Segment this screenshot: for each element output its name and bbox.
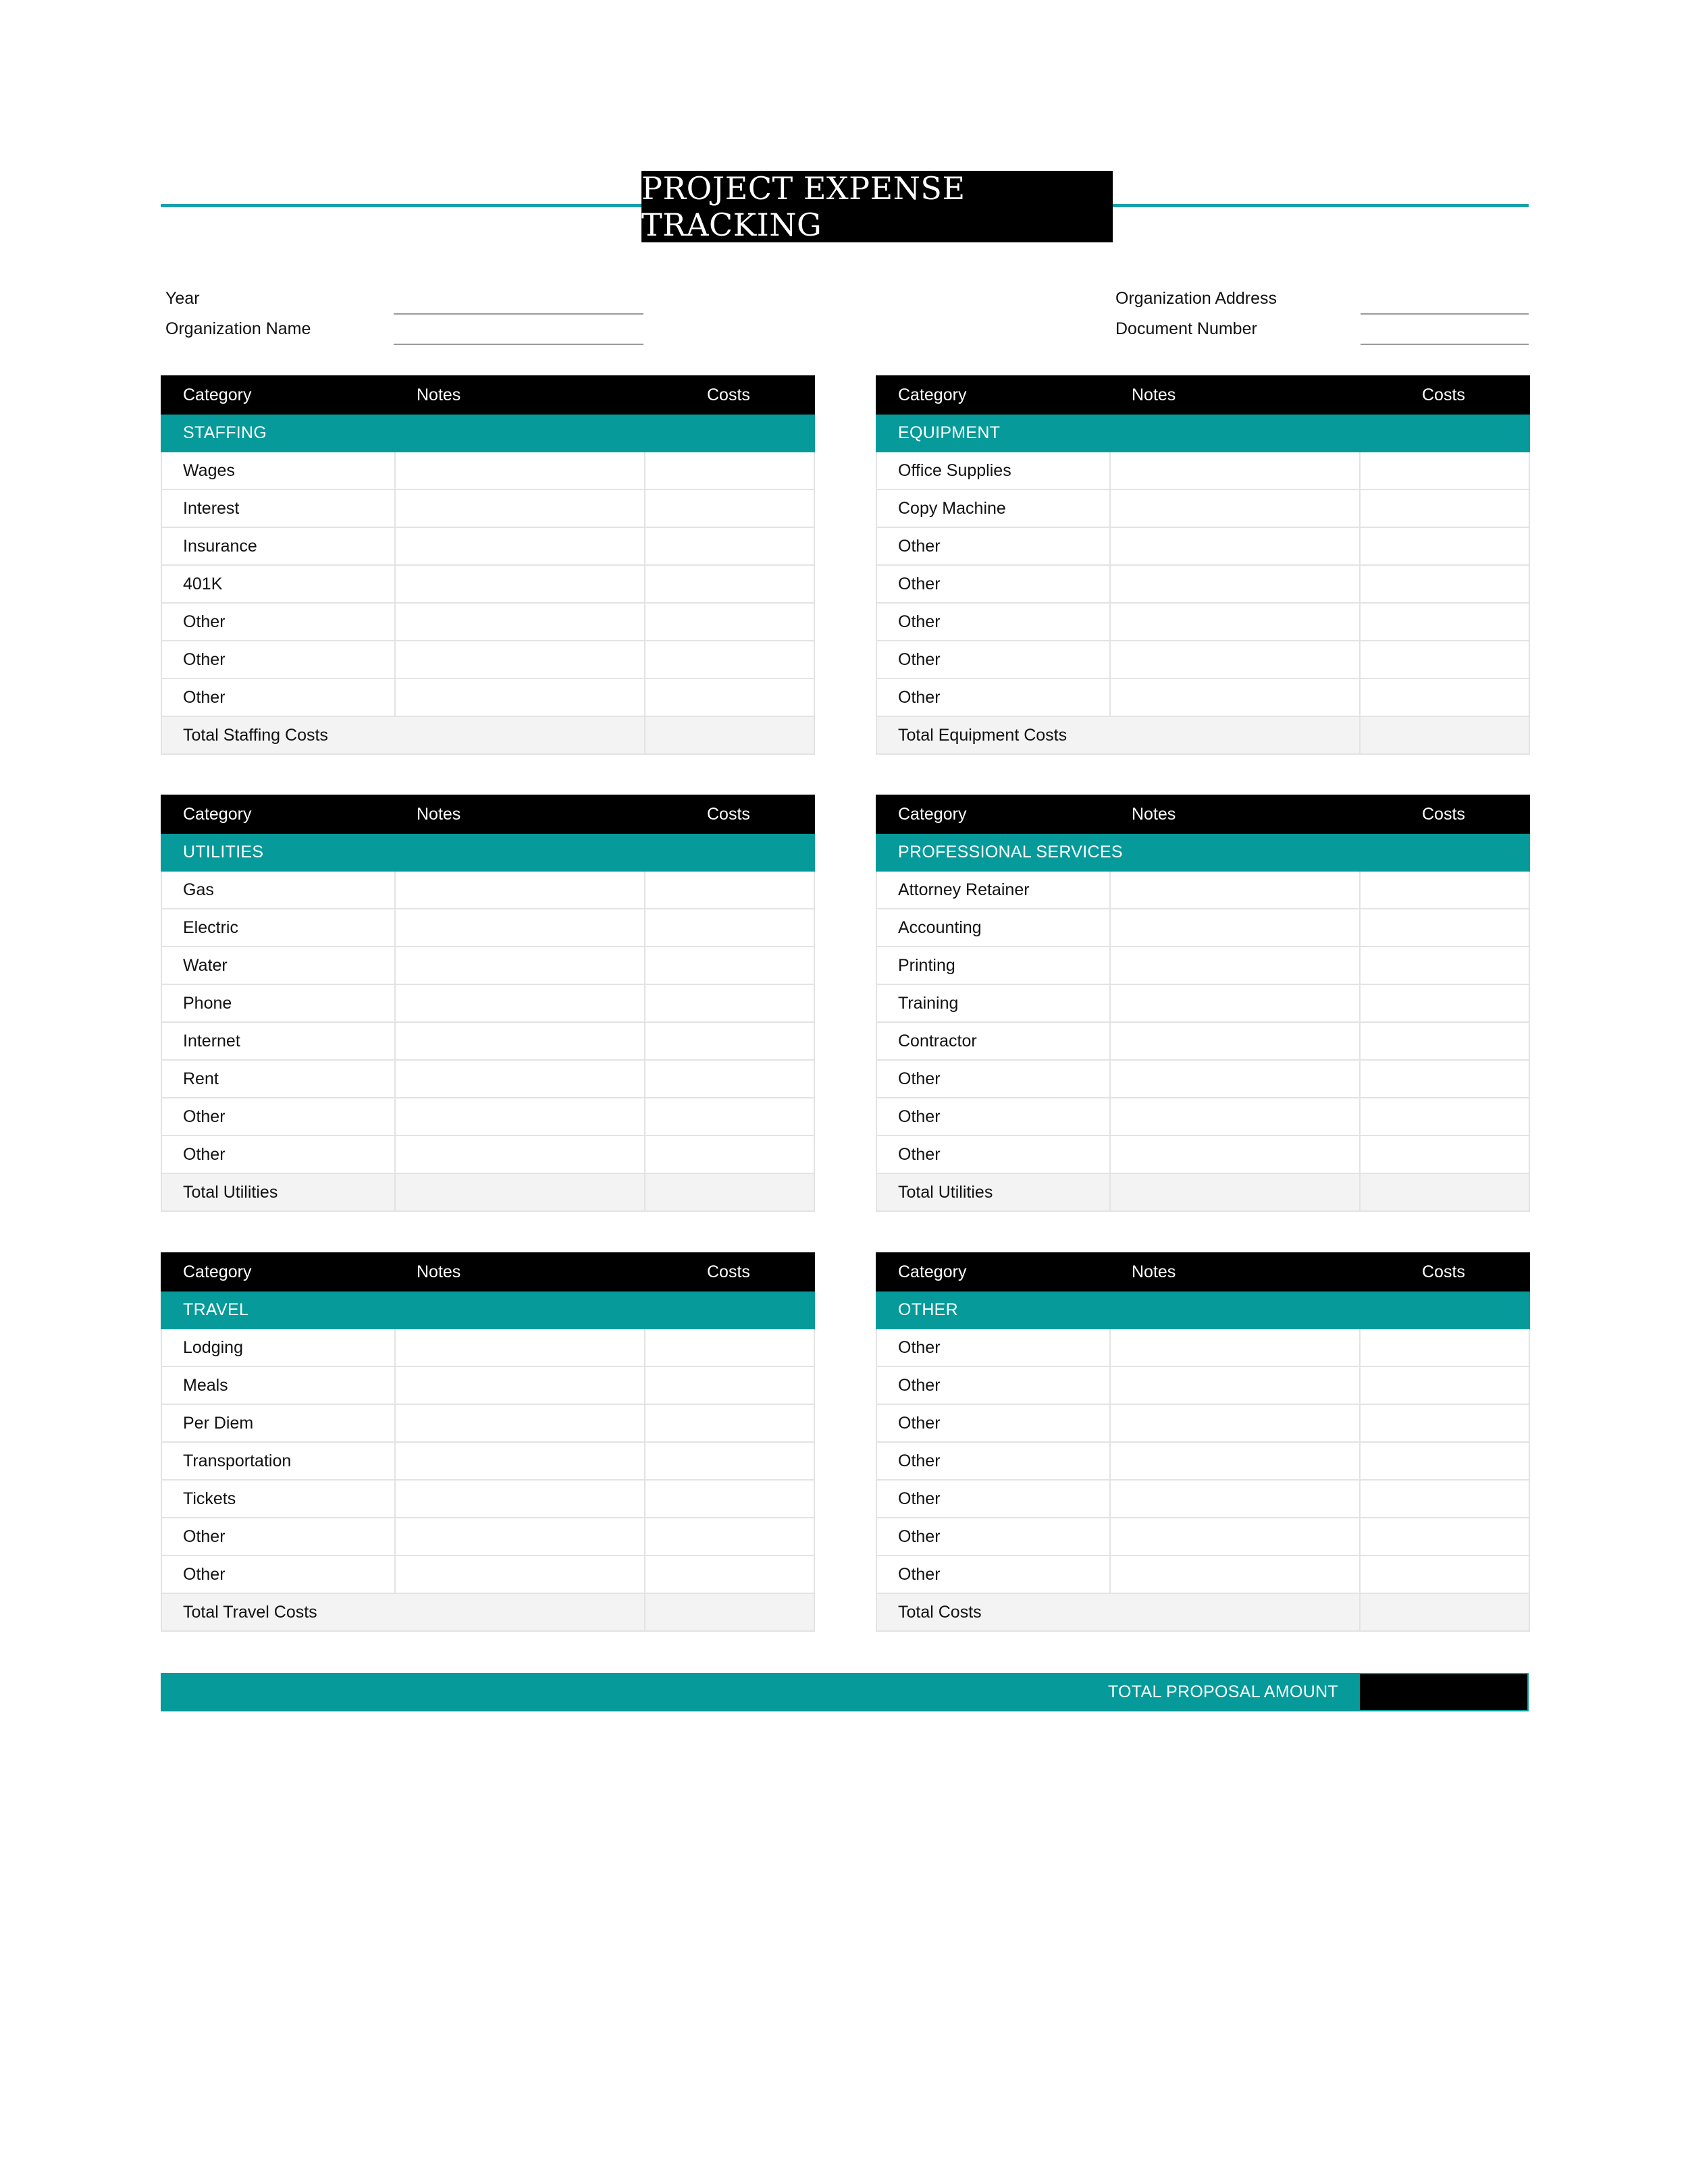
category-cell: Internet (161, 1022, 395, 1060)
category-cell: Other (876, 1442, 1110, 1480)
category-header: Category (161, 376, 395, 414)
notes-cell[interactable] (1110, 1366, 1360, 1404)
costs-cell[interactable] (1360, 565, 1529, 603)
year-field[interactable] (394, 313, 643, 315)
notes-cell[interactable] (395, 641, 645, 678)
table-row (876, 909, 1529, 947)
section-title: UTILITIES (161, 833, 814, 871)
total-row (161, 1593, 814, 1631)
table-row (161, 1366, 814, 1404)
costs-cell[interactable] (1360, 1404, 1529, 1442)
category-header: Category (161, 795, 395, 833)
notes-cell[interactable] (1110, 527, 1360, 565)
notes-cell[interactable] (395, 1098, 645, 1136)
total-proposal-amount-field[interactable] (1360, 1674, 1527, 1710)
year-label: Year (165, 289, 200, 308)
notes-cell[interactable] (1110, 1442, 1360, 1480)
total-proposal-bar (161, 1673, 1529, 1711)
costs-cell[interactable] (1360, 527, 1529, 565)
title-rule-right (1113, 204, 1529, 207)
table-row (161, 1136, 814, 1173)
utilities-table (161, 795, 815, 1212)
table-row (876, 1518, 1529, 1555)
organization-name-label: Organization Name (165, 319, 311, 338)
table-row (161, 1480, 814, 1518)
costs-cell[interactable] (645, 1136, 814, 1173)
table-row (161, 1022, 814, 1060)
notes-cell[interactable] (1110, 1098, 1360, 1136)
costs-cell[interactable] (645, 984, 814, 1022)
table-row (876, 641, 1529, 678)
section-title: EQUIPMENT (876, 414, 1529, 452)
costs-header: Costs (1360, 1253, 1529, 1291)
category-cell: Per Diem (161, 1404, 395, 1442)
table-row (161, 527, 814, 565)
category-cell: Other (876, 1060, 1110, 1098)
category-cell: Other (161, 678, 395, 716)
costs-cell[interactable] (645, 1555, 814, 1593)
notes-cell[interactable] (395, 871, 645, 909)
category-cell: Electric (161, 909, 395, 947)
table-row (161, 1442, 814, 1480)
costs-cell[interactable] (1360, 984, 1529, 1022)
equipment-table (876, 375, 1530, 755)
notes-header: Notes (1110, 376, 1360, 414)
table-row (876, 452, 1529, 489)
table-row (876, 565, 1529, 603)
costs-cell[interactable] (1360, 1555, 1529, 1593)
table-row (161, 1555, 814, 1593)
category-cell: Copy Machine (876, 489, 1110, 527)
costs-cell[interactable] (645, 489, 814, 527)
total-label: Total Staffing Costs (161, 716, 645, 754)
table-row (876, 1480, 1529, 1518)
costs-cell[interactable] (1360, 1518, 1529, 1555)
column-header-row (876, 376, 1529, 414)
table-row (876, 984, 1529, 1022)
costs-cell[interactable] (645, 1442, 814, 1480)
section-header-row (161, 1291, 814, 1329)
notes-cell[interactable] (1110, 1136, 1360, 1173)
category-cell: Other (876, 527, 1110, 565)
column-header-row (876, 795, 1529, 833)
notes-header: Notes (1110, 795, 1360, 833)
costs-cell[interactable] (645, 1480, 814, 1518)
notes-header: Notes (395, 1253, 645, 1291)
category-cell: Other (876, 678, 1110, 716)
costs-cell[interactable] (645, 1060, 814, 1098)
section-header-row (876, 833, 1529, 871)
costs-cell[interactable] (1360, 603, 1529, 641)
table-row (161, 678, 814, 716)
notes-cell[interactable] (1110, 1404, 1360, 1442)
notes-cell[interactable] (395, 565, 645, 603)
notes-cell[interactable] (1110, 871, 1360, 909)
category-cell: Other (161, 1518, 395, 1555)
notes-cell[interactable] (1110, 909, 1360, 947)
total-row (161, 1173, 814, 1211)
notes-cell[interactable] (1110, 1060, 1360, 1098)
notes-cell[interactable] (1110, 565, 1360, 603)
total-label: Total Utilities (161, 1173, 395, 1211)
category-cell: Other (876, 1136, 1110, 1173)
section-header-row (161, 833, 814, 871)
staffing-table (161, 375, 815, 755)
notes-cell[interactable] (395, 1518, 645, 1555)
category-cell: Contractor (876, 1022, 1110, 1060)
costs-cell[interactable] (1360, 678, 1529, 716)
column-header-row (161, 795, 814, 833)
document-number-label: Document Number (1115, 319, 1257, 338)
table-row (161, 1518, 814, 1555)
category-cell: Insurance (161, 527, 395, 565)
costs-header: Costs (645, 795, 814, 833)
total-row (876, 1593, 1529, 1631)
column-header-row (161, 376, 814, 414)
category-cell: Other (161, 603, 395, 641)
total-costs-cell[interactable] (1360, 716, 1529, 754)
category-cell: Other (876, 1480, 1110, 1518)
table-row (161, 1060, 814, 1098)
category-cell: Other (876, 1518, 1110, 1555)
costs-cell[interactable] (1360, 871, 1529, 909)
costs-header: Costs (1360, 376, 1529, 414)
category-cell: Wages (161, 452, 395, 489)
notes-cell[interactable] (395, 947, 645, 984)
section-title: STAFFING (161, 414, 814, 452)
notes-cell[interactable] (1110, 1480, 1360, 1518)
notes-cell[interactable] (395, 1060, 645, 1098)
category-cell: Printing (876, 947, 1110, 984)
category-cell: Gas (161, 871, 395, 909)
notes-cell[interactable] (1110, 489, 1360, 527)
section-header-row (876, 414, 1529, 452)
costs-cell[interactable] (645, 1022, 814, 1060)
category-cell: Phone (161, 984, 395, 1022)
category-header: Category (161, 1253, 395, 1291)
costs-cell[interactable] (645, 452, 814, 489)
notes-cell[interactable] (1110, 1518, 1360, 1555)
category-cell: Other (876, 1098, 1110, 1136)
notes-cell[interactable] (1110, 452, 1360, 489)
category-cell: Office Supplies (876, 452, 1110, 489)
section-title: OTHER (876, 1291, 1529, 1329)
section-header-row (876, 1291, 1529, 1329)
professional-services-table (876, 795, 1530, 1212)
costs-cell[interactable] (1360, 1060, 1529, 1098)
costs-cell[interactable] (645, 947, 814, 984)
category-cell: Other (876, 565, 1110, 603)
table-row (876, 489, 1529, 527)
table-row (161, 565, 814, 603)
costs-cell[interactable] (645, 1366, 814, 1404)
category-cell: Interest (161, 489, 395, 527)
total-proposal-label: TOTAL PROPOSAL AMOUNT (1107, 1682, 1338, 1701)
organization-address-field[interactable] (1361, 313, 1529, 315)
total-costs-cell[interactable] (645, 716, 814, 754)
travel-table (161, 1252, 815, 1632)
total-row (161, 716, 814, 754)
notes-cell[interactable] (1110, 678, 1360, 716)
table-row (876, 527, 1529, 565)
notes-cell[interactable] (1110, 603, 1360, 641)
costs-cell[interactable] (645, 909, 814, 947)
category-cell: Training (876, 984, 1110, 1022)
table-row (876, 871, 1529, 909)
costs-cell[interactable] (1360, 1366, 1529, 1404)
notes-cell[interactable] (1110, 1022, 1360, 1060)
notes-cell[interactable] (1110, 947, 1360, 984)
notes-cell[interactable] (395, 1480, 645, 1518)
category-cell: Other (161, 1136, 395, 1173)
table-row (876, 1555, 1529, 1593)
costs-cell[interactable] (645, 565, 814, 603)
notes-cell[interactable] (1110, 984, 1360, 1022)
total-row (876, 716, 1529, 754)
table-row (876, 1060, 1529, 1098)
category-cell: Transportation (161, 1442, 395, 1480)
page-title: PROJECT EXPENSE TRACKING (641, 171, 1113, 242)
table-row (876, 1136, 1529, 1173)
costs-cell[interactable] (1360, 489, 1529, 527)
table-row (876, 1022, 1529, 1060)
notes-cell[interactable] (1110, 1329, 1360, 1366)
category-header: Category (876, 795, 1110, 833)
costs-cell[interactable] (1360, 452, 1529, 489)
costs-cell[interactable] (1360, 947, 1529, 984)
column-header-row (161, 1253, 814, 1291)
notes-cell[interactable] (395, 678, 645, 716)
table-row (161, 1329, 814, 1366)
table-row (161, 984, 814, 1022)
notes-header: Notes (1110, 1253, 1360, 1291)
notes-header: Notes (395, 795, 645, 833)
notes-cell[interactable] (395, 527, 645, 565)
category-cell: Tickets (161, 1480, 395, 1518)
costs-cell[interactable] (645, 1098, 814, 1136)
section-header-row (161, 414, 814, 452)
notes-header: Notes (395, 376, 645, 414)
total-notes-cell[interactable] (395, 1173, 645, 1211)
category-header: Category (876, 376, 1110, 414)
costs-cell[interactable] (645, 1404, 814, 1442)
category-cell: Other (161, 641, 395, 678)
table-row (876, 1442, 1529, 1480)
section-title: TRAVEL (161, 1291, 814, 1329)
category-cell: Water (161, 947, 395, 984)
notes-cell[interactable] (1110, 641, 1360, 678)
notes-cell[interactable] (395, 1404, 645, 1442)
costs-cell[interactable] (1360, 1480, 1529, 1518)
category-cell: Meals (161, 1366, 395, 1404)
table-row (876, 1329, 1529, 1366)
total-notes-cell[interactable] (1110, 1173, 1360, 1211)
table-row (161, 1404, 814, 1442)
total-label: Total Equipment Costs (876, 716, 1360, 754)
category-cell: Other (161, 1098, 395, 1136)
costs-cell[interactable] (645, 527, 814, 565)
category-cell: Accounting (876, 909, 1110, 947)
total-row (876, 1173, 1529, 1211)
costs-header: Costs (645, 1253, 814, 1291)
notes-cell[interactable] (1110, 1555, 1360, 1593)
total-costs-cell[interactable] (1360, 1593, 1529, 1631)
table-row (161, 489, 814, 527)
table-row (876, 1098, 1529, 1136)
notes-cell[interactable] (395, 452, 645, 489)
notes-cell[interactable] (395, 489, 645, 527)
costs-header: Costs (645, 376, 814, 414)
table-row (876, 678, 1529, 716)
costs-cell[interactable] (645, 603, 814, 641)
total-label: Total Costs (876, 1593, 1360, 1631)
total-costs-cell[interactable] (645, 1173, 814, 1211)
table-row (161, 452, 814, 489)
total-costs-cell[interactable] (1360, 1173, 1529, 1211)
costs-cell[interactable] (645, 678, 814, 716)
category-cell: Other (876, 603, 1110, 641)
notes-cell[interactable] (395, 984, 645, 1022)
notes-cell[interactable] (395, 1555, 645, 1593)
title-rule-left (161, 204, 641, 207)
category-cell: Lodging (161, 1329, 395, 1366)
costs-cell[interactable] (1360, 641, 1529, 678)
category-cell: Attorney Retainer (876, 871, 1110, 909)
organization-address-label: Organization Address (1115, 289, 1277, 308)
costs-cell[interactable] (645, 871, 814, 909)
table-row (161, 947, 814, 984)
table-row (876, 1404, 1529, 1442)
table-row (161, 871, 814, 909)
notes-cell[interactable] (395, 603, 645, 641)
organization-name-field[interactable] (394, 344, 643, 345)
total-label: Total Travel Costs (161, 1593, 645, 1631)
costs-cell[interactable] (645, 1518, 814, 1555)
notes-cell[interactable] (395, 1136, 645, 1173)
costs-cell[interactable] (645, 1329, 814, 1366)
category-cell: Other (161, 1555, 395, 1593)
table-row (161, 1098, 814, 1136)
other-table (876, 1252, 1530, 1632)
costs-cell[interactable] (1360, 909, 1529, 947)
category-cell: Other (876, 1329, 1110, 1366)
notes-cell[interactable] (395, 1366, 645, 1404)
costs-cell[interactable] (1360, 1098, 1529, 1136)
category-cell: 401K (161, 565, 395, 603)
table-row (876, 603, 1529, 641)
category-cell: Other (876, 1366, 1110, 1404)
table-row (876, 1366, 1529, 1404)
costs-cell[interactable] (1360, 1442, 1529, 1480)
column-header-row (876, 1253, 1529, 1291)
notes-cell[interactable] (395, 1329, 645, 1366)
category-cell: Other (876, 1555, 1110, 1593)
section-title: PROFESSIONAL SERVICES (876, 833, 1529, 871)
costs-cell[interactable] (645, 641, 814, 678)
table-row (161, 603, 814, 641)
notes-cell[interactable] (395, 909, 645, 947)
document-number-field[interactable] (1361, 344, 1529, 345)
table-row (876, 947, 1529, 984)
notes-cell[interactable] (395, 1022, 645, 1060)
category-cell: Rent (161, 1060, 395, 1098)
category-cell: Other (876, 1404, 1110, 1442)
costs-cell[interactable] (1360, 1022, 1529, 1060)
notes-cell[interactable] (395, 1442, 645, 1480)
costs-cell[interactable] (1360, 1329, 1529, 1366)
table-row (161, 641, 814, 678)
total-label: Total Utilities (876, 1173, 1110, 1211)
category-header: Category (876, 1253, 1110, 1291)
costs-header: Costs (1360, 795, 1529, 833)
total-costs-cell[interactable] (645, 1593, 814, 1631)
costs-cell[interactable] (1360, 1136, 1529, 1173)
table-row (161, 909, 814, 947)
category-cell: Other (876, 641, 1110, 678)
